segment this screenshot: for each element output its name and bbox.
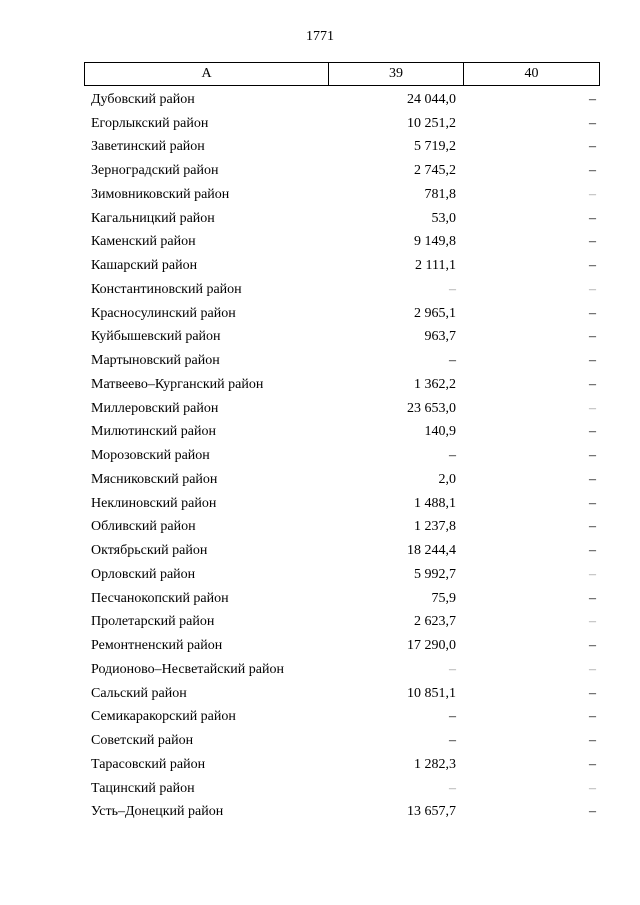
value-40-cell: – (589, 91, 596, 107)
value-39-cell: 2 745,2 (414, 163, 456, 179)
district-name-cell: Семикаракорский район (91, 709, 236, 725)
value-39-cell: – (449, 281, 456, 297)
district-name-cell: Советский район (91, 733, 194, 749)
value-39-cell: 10 251,2 (407, 115, 456, 131)
value-40-cell: – (589, 163, 596, 179)
value-39-cell: 1 237,8 (414, 519, 456, 535)
district-name-cell: Зимовниковский район (91, 186, 230, 202)
value-40-cell: – (589, 471, 596, 487)
value-40-cell: – (589, 519, 596, 535)
value-40-cell: – (589, 210, 596, 226)
value-40-cell: – (589, 139, 596, 155)
district-name-cell: Октябрьский район (91, 543, 208, 559)
value-40-cell: – (589, 756, 596, 772)
district-name-cell: Егорлыкский район (91, 115, 209, 131)
table-row (84, 207, 600, 231)
value-39-cell: 2,0 (438, 471, 456, 487)
table-header (84, 62, 600, 86)
district-name-cell: Кашарский район (91, 258, 198, 274)
column-header-40: 40 (464, 63, 600, 86)
table-row (84, 88, 600, 112)
district-name-cell: Тарасовский район (91, 756, 206, 772)
table-row (84, 231, 600, 255)
value-40-cell: – (589, 709, 596, 725)
value-39-cell: 2 111,1 (415, 258, 456, 274)
column-header-a: А (85, 63, 329, 86)
table-row (84, 302, 600, 326)
district-name-cell: Константиновский район (91, 281, 242, 297)
table-row (84, 611, 600, 635)
value-40-cell: – (589, 424, 596, 440)
district-name-cell: Сальский район (91, 685, 187, 701)
table-row (84, 634, 600, 658)
value-39-cell: – (449, 709, 456, 725)
value-39-cell: – (449, 353, 456, 369)
value-40-cell: – (589, 305, 596, 321)
table-row (84, 658, 600, 682)
value-40-cell: – (589, 186, 596, 202)
district-name-cell: Тацинский район (91, 780, 195, 796)
value-40-cell: – (589, 804, 596, 820)
value-40-cell: – (589, 780, 596, 796)
district-name-cell: Обливский район (91, 519, 196, 535)
value-39-cell: 963,7 (424, 329, 456, 345)
table-row (84, 349, 600, 373)
value-40-cell: – (589, 661, 596, 677)
district-name-cell: Мартыновский район (91, 353, 220, 369)
value-40-cell: – (589, 115, 596, 131)
district-name-cell: Пролетарский район (91, 614, 215, 630)
value-40-cell: – (589, 495, 596, 511)
district-name-cell: Дубовский район (91, 91, 195, 107)
value-40-cell: – (589, 566, 596, 582)
value-40-cell: – (589, 234, 596, 250)
district-name-cell: Кагальницкий район (91, 210, 215, 226)
value-39-cell: 1 488,1 (414, 495, 456, 511)
value-40-cell: – (589, 614, 596, 630)
district-name-cell: Красносулинский район (91, 305, 236, 321)
table-row (84, 254, 600, 278)
district-name-cell: Неклиновский район (91, 495, 217, 511)
table-row (84, 516, 600, 540)
district-name-cell: Мясниковский район (91, 471, 218, 487)
district-name-cell: Куйбышевский район (91, 329, 221, 345)
value-39-cell: 5 719,2 (414, 139, 456, 155)
table-row (84, 539, 600, 563)
table-row (84, 801, 600, 825)
district-name-cell: Матвеево–Курганский район (91, 376, 264, 392)
table-row (84, 444, 600, 468)
value-40-cell: – (589, 685, 596, 701)
table-row (84, 112, 600, 136)
value-40-cell: – (589, 329, 596, 345)
value-40-cell: – (589, 590, 596, 606)
district-name-cell: Песчанокопский район (91, 590, 229, 606)
table-row (84, 777, 600, 801)
value-40-cell: – (589, 733, 596, 749)
value-40-cell: – (589, 638, 596, 654)
value-40-cell: – (589, 376, 596, 392)
table-row (84, 492, 600, 516)
table-row (84, 278, 600, 302)
value-39-cell: 75,9 (431, 590, 456, 606)
value-39-cell: 13 657,7 (407, 804, 456, 820)
value-39-cell: 10 851,1 (407, 685, 456, 701)
table-row (84, 729, 600, 753)
value-39-cell: 17 290,0 (407, 638, 456, 654)
table-row (84, 706, 600, 730)
table-row (84, 159, 600, 183)
district-name-cell: Каменский район (91, 234, 196, 250)
table-row (84, 183, 600, 207)
table-row (84, 326, 600, 350)
value-39-cell: – (449, 780, 456, 796)
column-header-39: 39 (329, 63, 464, 86)
value-39-cell: 23 653,0 (407, 400, 456, 416)
table-row (84, 753, 600, 777)
value-39-cell: 140,9 (424, 424, 456, 440)
district-name-cell: Ремонтненский район (91, 638, 223, 654)
value-40-cell: – (589, 258, 596, 274)
value-40-cell: – (589, 281, 596, 297)
value-40-cell: – (589, 400, 596, 416)
value-39-cell: – (449, 733, 456, 749)
page-number: 1771 (306, 29, 334, 44)
district-name-cell: Заветинский район (91, 139, 205, 155)
value-39-cell: 781,8 (424, 186, 456, 202)
value-39-cell: 1 282,3 (414, 756, 456, 772)
value-39-cell: – (449, 448, 456, 464)
table-row (84, 563, 600, 587)
value-39-cell: 2 623,7 (414, 614, 456, 630)
table-row (84, 136, 600, 160)
district-name-cell: Родионово–Несветайский район (91, 661, 284, 677)
table-row (84, 682, 600, 706)
table-row (84, 468, 600, 492)
value-39-cell: 24 044,0 (407, 91, 456, 107)
district-name-cell: Зерноградский район (91, 163, 219, 179)
value-40-cell: – (589, 543, 596, 559)
value-39-cell: 1 362,2 (414, 376, 456, 392)
table-row (84, 587, 600, 611)
value-39-cell: 5 992,7 (414, 566, 456, 582)
district-name-cell: Морозовский район (91, 448, 210, 464)
value-39-cell: 18 244,4 (407, 543, 456, 559)
table-row (84, 421, 600, 445)
value-40-cell: – (589, 448, 596, 464)
table-row (84, 373, 600, 397)
table-row (84, 397, 600, 421)
district-name-cell: Усть–Донецкий район (91, 804, 224, 820)
value-39-cell: 2 965,1 (414, 305, 456, 321)
district-name-cell: Миллеровский район (91, 400, 219, 416)
district-name-cell: Милютинский район (91, 424, 217, 440)
value-39-cell: – (449, 661, 456, 677)
value-39-cell: 53,0 (431, 210, 456, 226)
value-39-cell: 9 149,8 (414, 234, 456, 250)
district-name-cell: Орловский район (91, 566, 196, 582)
table-body (84, 88, 600, 824)
header-row (85, 63, 600, 86)
value-40-cell: – (589, 353, 596, 369)
